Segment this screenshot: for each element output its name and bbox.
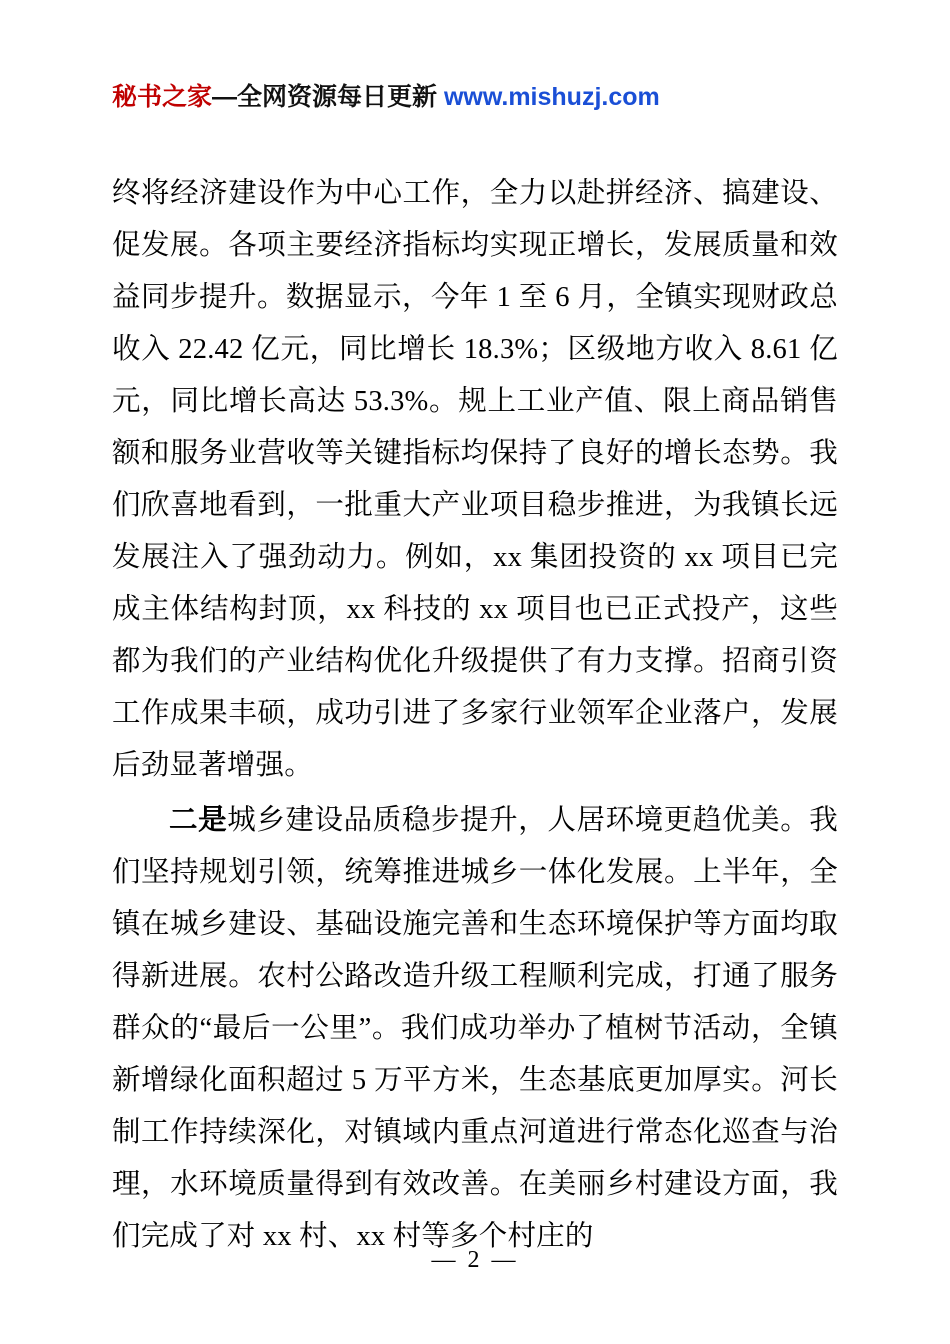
document-body bbox=[112, 168, 838, 1263]
paragraph-2 bbox=[112, 794, 838, 1263]
paragraph-1: 终将经济建设作为中心工作，全力以赴拼经济、搞建设、促发展。各项主要经济指标均实现正增长，发展质量和效益同步提升。数据显示，今年 1 至 6 月，全镇实现财政总收入 22.42 亿元，同比增长 18.3%；区级地方收入 8.61 亿元，同比增长高达 53.3%。规上工业产值、限上商品销售额和服务业营收等关键指标均保持了良好的增长态势。我们欣喜地看到，一批重大产业项目稳步推进，为我镇长远发展注入了强劲动力。例如，xx 集团投资的 xx 项目已完成主体结构封顶，xx 科技的 xx 项目也已正式投产，这些都为我们的产业结构优化升级提供了有力支撑。招商引资工作成果丰硕，成功引进了多家行业领军企业落户，发展后劲显著增强。 bbox=[112, 178, 838, 781]
site-url-link[interactable]: www.mishuzj.com bbox=[443, 83, 660, 111]
paragraph-2-lead: 二是 bbox=[169, 804, 228, 836]
site-header bbox=[112, 0, 838, 112]
site-tagline: —全网资源每日更新 bbox=[212, 83, 444, 111]
paragraph-2-rest: 城乡建设品质稳步提升，人居环境更趋优美。我们坚持规划引领，统筹推进城乡一体化发展。上半年，全镇在城乡建设、基础设施完善和生态环境保护等方面均取得新进展。农村公路改造升级工程顺利完成，打通了服务群众的“最后一公里”。我们成功举办了植树节活动，全镇新增绿化面积超过 5 万平方米，生态基底更加厚实。河长制工作持续深化，对镇域内重点河道进行常态化巡查与治理，水环境质量得到有效改善。在美丽乡村建设方面，我们完成了对 xx 村、xx 村等多个村庄的 bbox=[112, 805, 839, 1252]
page-footer: — 2 — bbox=[431, 1247, 519, 1273]
site-brand: 秘书之家 bbox=[112, 83, 213, 111]
